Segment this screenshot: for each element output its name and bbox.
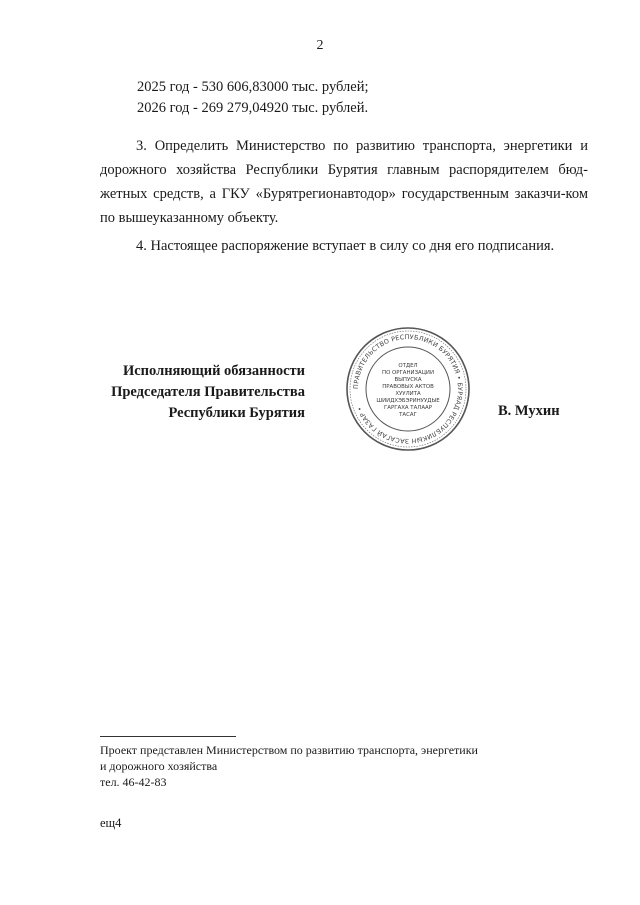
- svg-text:ПРАВИТЕЛЬСТВО РЕСПУБЛИКИ БУРЯТ: ПРАВИТЕЛЬСТВО РЕСПУБЛИКИ БУРЯТИЯ • БУРЯАД РЕСПУБЛИКЫН ЗАСАГАЙ ГАЗАР •: [351, 332, 465, 446]
- signatory-name: В. Мухин: [498, 403, 560, 419]
- footnote-divider: [100, 736, 236, 737]
- signatory-title-line1: Исполняющий обязанности: [122, 363, 305, 379]
- svg-text:ТАСАГ: ТАСАГ: [399, 412, 417, 418]
- footnote-line2: и дорожного хозяйства: [100, 759, 218, 773]
- page-number: 2: [316, 38, 324, 53]
- svg-text:ШИИДХЭБЭРИНУУДЫЕ: ШИИДХЭБЭРИНУУДЫЕ: [376, 398, 440, 404]
- footnote-phone: тел. 46-42-83: [100, 775, 167, 789]
- budget-line-2025: 2025 год - 530 606,83000 тыс. рублей;: [137, 79, 369, 95]
- signatory-title-line2: Председателя Правительства: [111, 384, 305, 400]
- svg-text:ПРАВОВЫХ АКТОВ: ПРАВОВЫХ АКТОВ: [382, 384, 434, 390]
- svg-text:ХУУЛИТА: ХУУЛИТА: [395, 391, 421, 397]
- budget-line-2026: 2026 год - 269 279,04920 тыс. рублей.: [137, 100, 369, 116]
- svg-text:ОТДЕЛ: ОТДЕЛ: [398, 363, 418, 369]
- signatory-title-line3: Республики Бурятия: [168, 405, 305, 421]
- paragraph-4: 4. Настоящее распоряжение вступает в силу со дня его подписания.: [136, 238, 555, 254]
- document-code: ещ4: [100, 816, 122, 830]
- footnote-line1: Проект представлен Министерством по развитию транспорта, энергетики: [100, 743, 478, 757]
- paragraph-3: 3. Определить Министерство по развитию транспорта, энергетики и дорожного хозяйства Республики Бурятия главным распорядителем бюд-жетных средств, а ГКУ «Бурятрегионавтодор» государственным заказчи-ком по вышеуказанному объекту.: [100, 138, 588, 226]
- svg-text:ГАРГАХА ТАЛААР: ГАРГАХА ТАЛААР: [384, 405, 432, 411]
- signatory-title: [100, 361, 305, 424]
- svg-text:ВЫПУСКА: ВЫПУСКА: [394, 377, 422, 383]
- official-seal: [344, 325, 472, 453]
- svg-text:ПО ОРГАНИЗАЦИИ: ПО ОРГАНИЗАЦИИ: [382, 370, 434, 376]
